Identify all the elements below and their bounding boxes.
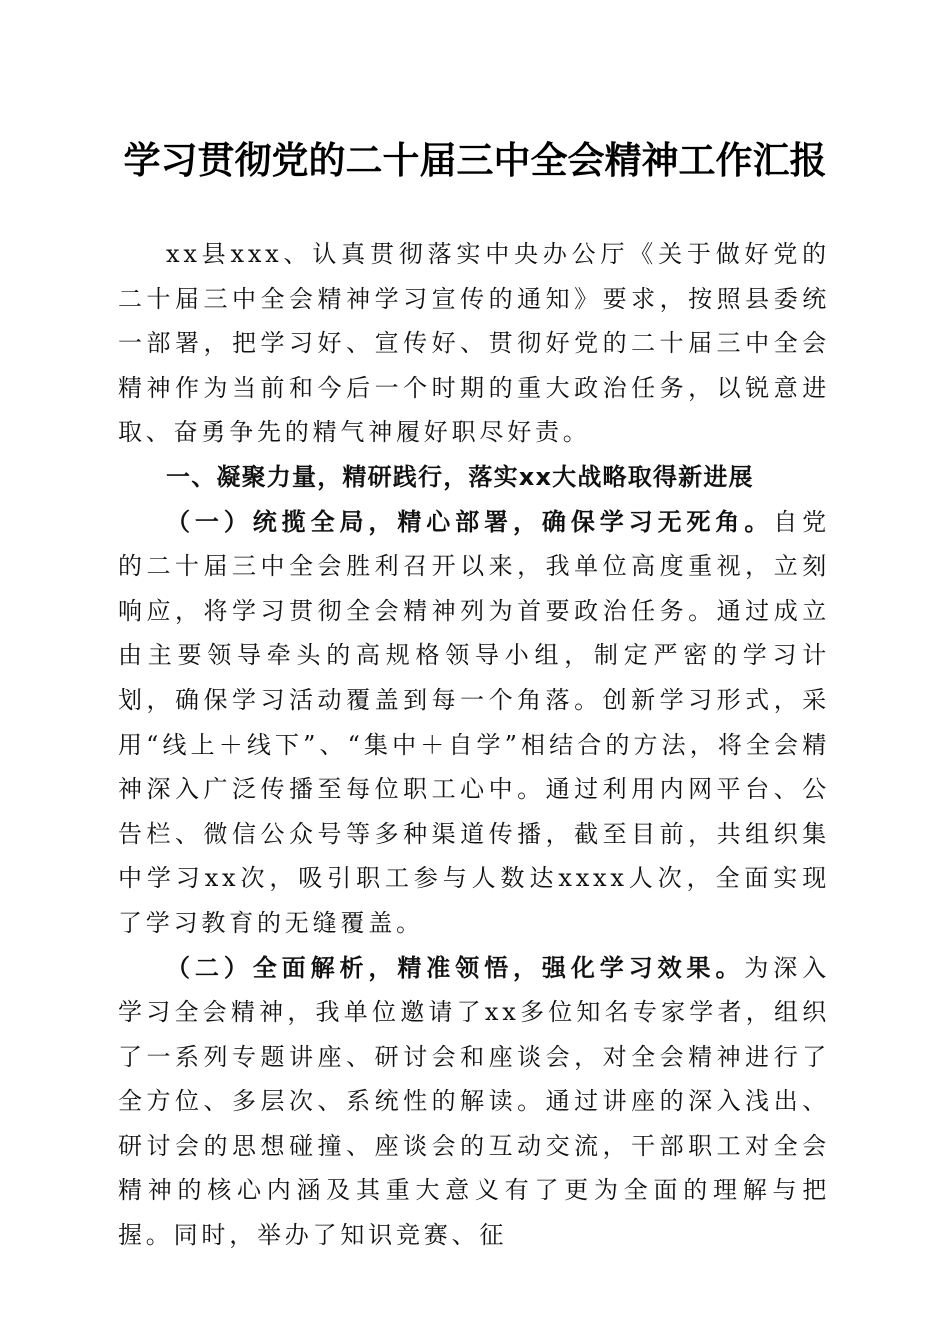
subsection-2-lead: （二）全面解析，精准领悟，强化学习效果。 [166,952,745,982]
document-body [118,232,830,1258]
intro-paragraph: xx县xxx、认真贯彻落实中央办公厅《关于做好党的二十届三中全会精神学习宣传的通知》要求，按照县委统一部署，把学习好、宣传好、贯彻好党的二十届三中全会精神作为当前和今后一个时期的重大政治任务，以锐意进取、奋勇争先的精气神履好职尽好责。 [118,240,830,447]
subsection-2-paragraph [118,946,830,1258]
subsection-1-lead: （一）统揽全局，精心部署，确保学习无死角。 [166,506,774,536]
subsection-2-text: 为深入学习全会精神，我单位邀请了xx多位知名专家学者，组织了一系列专题讲座、研讨会和座谈会，对全会精神进行了全方位、多层次、系统性的解读。通过讲座的深入浅出、研讨会的思想碰撞、座谈会的互动交流，干部职工对全会精神的核心内涵及其重大意义有了更为全面的理解与把握。同时，举办了知识竞赛、征 [118,953,830,1250]
subsection-1-paragraph [118,500,830,946]
subsection-1-text: 自党的二十届三中全会胜利召开以来，我单位高度重视，立刻响应，将学习贯彻全会精神列为首要政治任务。通过成立由主要领导牵头的高规格领导小组，制定严密的学习计划，确保学习活动覆盖到每一个角落。创新学习形式，采用“线上＋线下”、“集中＋自学”相结合的方法，将全会精神深入广泛传播至每位职工心中。通过利用内网平台、公告栏、微信公众号等多种渠道传播，截至目前，共组织集中学习xx次，吸引职工参与人数达xxxx人次，全面实现了学习教育的无缝覆盖。 [118,507,830,937]
section-heading-1: 一、凝聚力量，精研践行，落实xx大战略取得新进展 [166,462,754,491]
document-title: 学习贯彻党的二十届三中全会精神工作汇报 [123,138,827,182]
